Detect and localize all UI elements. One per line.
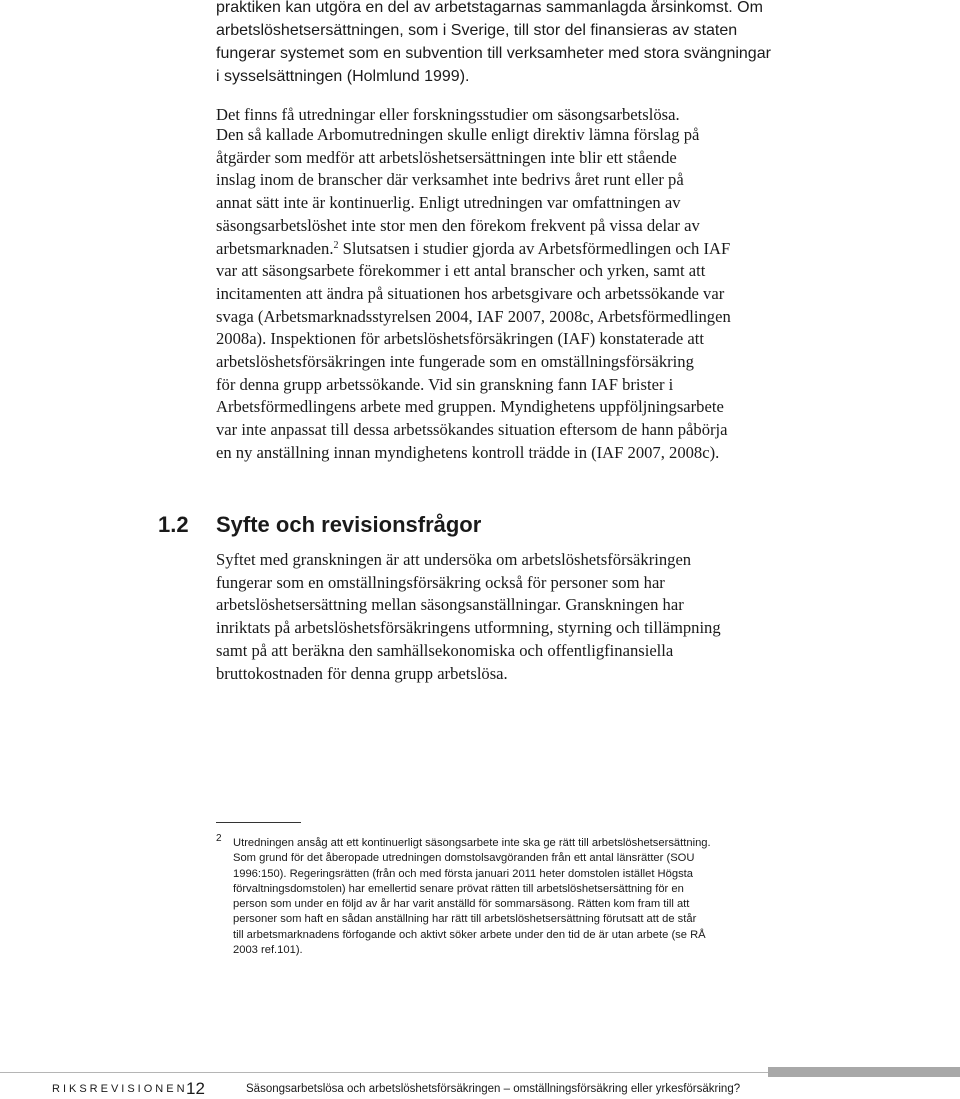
footer-rule (0, 1072, 768, 1073)
footnote (233, 836, 773, 958)
footnote-ref[interactable]: 2 (333, 239, 339, 251)
section-heading (158, 510, 758, 540)
text-line: inriktats på arbetslöshetsförsäkringens utformning, styrning och tillämpning (216, 618, 721, 638)
text-line: arbetslöshetsersättning mellan säsongsanställningar. Granskningen har (216, 595, 684, 615)
text-line: Det finns få utredningar eller forskningsstudier om säsongsarbetslösa. (216, 105, 680, 124)
section-number: 1.2 (158, 512, 189, 537)
footnote-line: Utredningen ansåg att ett kontinuerligt säsongsarbete inte ska ge rätt till arbetslöshetsersättning. (233, 837, 711, 849)
organization-name: RIKSREVISIONEN (52, 1083, 188, 1095)
section-title: Syfte och revisionsfrågor (216, 512, 482, 537)
text-line: fungerar som en omställningsförsäkring också för personer som har (216, 572, 665, 592)
page-number: 12 (186, 1079, 205, 1098)
text-line: svaga (Arbetsmarknadsstyrelsen 2004, IAF 2007, 2008c, Arbetsförmedlingen (216, 306, 731, 326)
text-segment: arbetsmarknaden. (216, 238, 334, 258)
footnote-line: 1996:150). Regeringsrätten (från och med första januari 2011 heter domstolen istället Högsta (233, 867, 693, 880)
text-segment: Slutsatsen i studier gjorda av Arbetsförmedlingen och IAF (338, 238, 731, 258)
footnote-divider (216, 822, 301, 823)
text-line: arbetslöshetsförsäkringen inte fungerade som en omställningsförsäkring (216, 352, 694, 372)
text-line: Arbetsförmedlingens arbete med gruppen. Myndighetens uppföljningsarbete (216, 397, 724, 417)
text-line: annat sätt inte är kontinuerlig. Enligt utredningen var omfattningen av (216, 193, 681, 213)
footnote-line: Som grund för det åberopade utredningen domstolsavgöranden från ett antal länsrätter (SOU (233, 852, 695, 865)
footnote-line: personer som haft en sådan anställning har rätt till arbetslöshetsersättning förutsatt att de står (233, 913, 697, 926)
text-line: i sysselsättningen (Holmlund 1999). (216, 68, 470, 85)
text-line: bruttokostnaden för denna grupp arbetslösa. (216, 663, 508, 683)
text-line: säsongsarbetslöshet inte stor men den förekom frekvent på vissa delar av (216, 215, 700, 235)
text-line: 2008a). Inspektionen för arbetslöshetsförsäkringen (IAF) konstaterade att (216, 329, 704, 349)
text-line: för denna grupp arbetssökande. Vid sin granskning fann IAF brister i (216, 374, 674, 394)
text-line: inslag inom de branscher där verksamhet inte bedrivs året runt eller på (216, 170, 684, 190)
text-line: en ny anställning innan myndighetens kontroll trädde in (IAF 2007, 2008c). (216, 442, 720, 462)
top-paragraph (216, 0, 806, 88)
text-line: Den så kallade Arbomutredningen skulle enligt direktiv lämna förslag på (216, 125, 700, 144)
text-line: var att säsongsarbete förekommer i ett antal branscher och yrken, samt att (216, 261, 706, 281)
text-line: var inte anpassat till dessa arbetssökandes situation eftersom de hann påbörja (216, 420, 728, 440)
text-line: åtgärder som medför att arbetslöshetsersättningen inte blir ett stående (216, 147, 677, 167)
text-line: praktiken kan utgöra en del av arbetstagarnas sammanlagda årsinkomst. Om (216, 0, 763, 16)
footnote-marker: 2 (216, 833, 222, 844)
footnote-line: person som under en följd av år har varit anställd för sommarsäsong. Rätten kom fram till att (233, 898, 690, 911)
section-paragraph (216, 549, 776, 685)
running-title: Säsongsarbetslösa och arbetslöshetsförsäkringen – omställningsförsäkring eller yrkesförsäkring? (246, 1083, 741, 1095)
footer-accent-bar (768, 1067, 960, 1077)
text-line: samt på att beräkna den samhällsekonomiska och offentligfinansiella (216, 640, 674, 660)
text-line-with-footnote-ref (216, 238, 776, 261)
footnote-line: 2003 ref.101). (233, 944, 303, 957)
text-line: incitamenten att ändra på situationen hos arbetsgivare och arbetssökande var (216, 283, 725, 303)
body-paragraph (216, 124, 776, 465)
text-line: Syftet med granskningen är att undersöka om arbetslöshetsförsäkringen (216, 550, 692, 569)
text-line: arbetslöshetsersättningen, som i Sverige, till stor del finansieras av staten (216, 22, 738, 39)
footnote-line: förvaltningsdomstolen) har emellertid senare prövat rätten till arbetslöshetsersättning för en (233, 882, 684, 895)
text-line: fungerar systemet som en subvention till verksamheter med stora svängningar (216, 45, 771, 62)
footnote-line: till arbetsmarknadens förfogande och aktivt söker arbete under den tid de är utan arbete (se RÅ (233, 928, 706, 941)
